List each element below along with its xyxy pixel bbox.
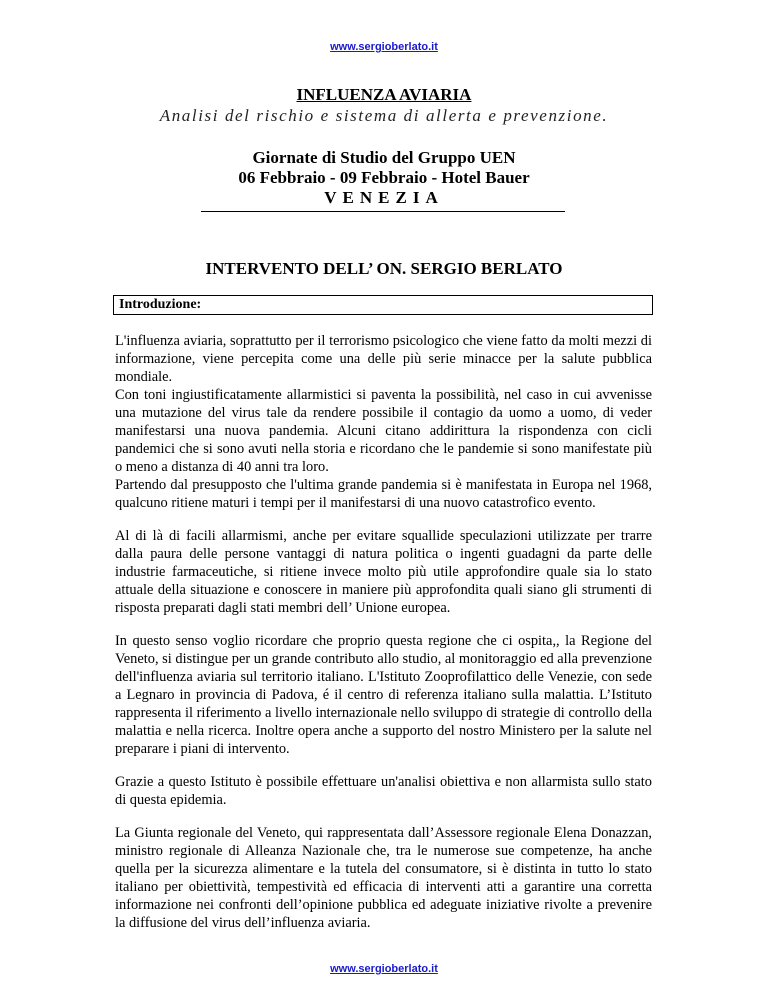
event-city: VENEZIA (324, 188, 444, 207)
event-dates: 06 Febbraio - 09 Febbraio - Hotel Bauer (238, 168, 530, 187)
footer-link[interactable]: www.sergioberlato.it (330, 963, 438, 975)
paragraph-line: L'influenza aviaria, soprattutto per il terrorismo psicologico che viene fatto da molti mezzi di informazione, viene percepita come una delle più serie minacce per la salute pubblica mondiale. (115, 333, 652, 385)
paragraph-line: In questo senso voglio ricordare che proprio questa regione che ci ospita,, la Regione del Veneto, si distingue per un grande contributo allo studio, al monitoraggio ed alla prevenzione dell'influenza aviaria sul territorio italiano. L'Istituto Zooprofilattico delle Venezie, con sede a Legnaro in provincia di Padova, é il centro di referenza italiano sulla malattia. L’Istituto rappresenta il riferimento a livello internazionale nello sviluppo di strategie di controllo della malattia e nella ricerca. Inoltre opera anche a supporto del nostro Ministero per la salute nel preparare i piani di intervento. (115, 633, 652, 757)
document-body (115, 332, 652, 947)
paragraph-line: Grazie a questo Istituto è possibile effettuare un'analisi obiettiva e non allarmista sullo stato di questa epidemia. (115, 774, 652, 808)
paragraph-line: Partendo dal presupposto che l'ultima grande pandemia si è manifestata in Europa nel 1968, qualcuno ritiene maturi i tempi per il manifestarsi di una nuovo catastrofico evento. (115, 477, 652, 511)
paragraph (115, 632, 652, 758)
speech-heading: INTERVENTO DELL’ ON. SERGIO BERLATO (205, 259, 563, 278)
header-link[interactable]: www.sergioberlato.it (330, 41, 438, 53)
document-title: INFLUENZA AVIARIA (296, 85, 472, 104)
section-label: Introduzione: (113, 295, 653, 315)
paragraph (115, 527, 652, 617)
paragraph-line: Con toni ingiustificatamente allarmistici si paventa la possibilità, nel caso in cui avvenisse una mutazione del virus tale da rendere possibile il contagio da uomo a uomo, di veder manifestarsi una nuova pandemia. Alcuni citano addirittura la rispondenza con cicli pandemici che si sono avuti nella storia e ricordano che le pandemie si sono manifestate più o meno a distanza di 40 anni tra loro. (115, 387, 652, 475)
event-name: Giornate di Studio del Gruppo UEN (252, 148, 516, 167)
paragraph (115, 824, 652, 932)
paragraph-line: Al di là di facili allarmismi, anche per evitare squallide speculazioni utilizzate per trarre dalla paura delle persone vantaggi di natura politica o ingenti guadagni da parte delle industrie farmaceutiche, si ritiene invece molto più utile approfondire quale sia lo stato attuale della situazione e conoscere in maniere più approfondita quali siano gli strumenti di risposta preparati dagli stati membri dell’ Unione europea. (115, 528, 652, 616)
paragraph (115, 773, 652, 809)
document-subtitle: Analisi del rischio e sistema di allerta e prevenzione. (159, 106, 609, 125)
paragraph-line: La Giunta regionale del Veneto, qui rappresentata dall’Assessore regionale Elena Donazzan, ministro regionale di Alleanza Nazionale che, tra le numerose sue competenze, ha anche quella per la sicurezza alimentare e la tutela del consumatore, si è distinta in tutto lo stato italiano per obiettività, tempestività ed efficacia di interventi atti a garantire una corretta informazione nei confronti dell’opinione pubblica ed adeguate iniziative rivolte a prevenire la diffusione del virus dell’influenza aviaria. (115, 825, 652, 931)
divider (201, 211, 565, 212)
paragraph (115, 332, 652, 512)
